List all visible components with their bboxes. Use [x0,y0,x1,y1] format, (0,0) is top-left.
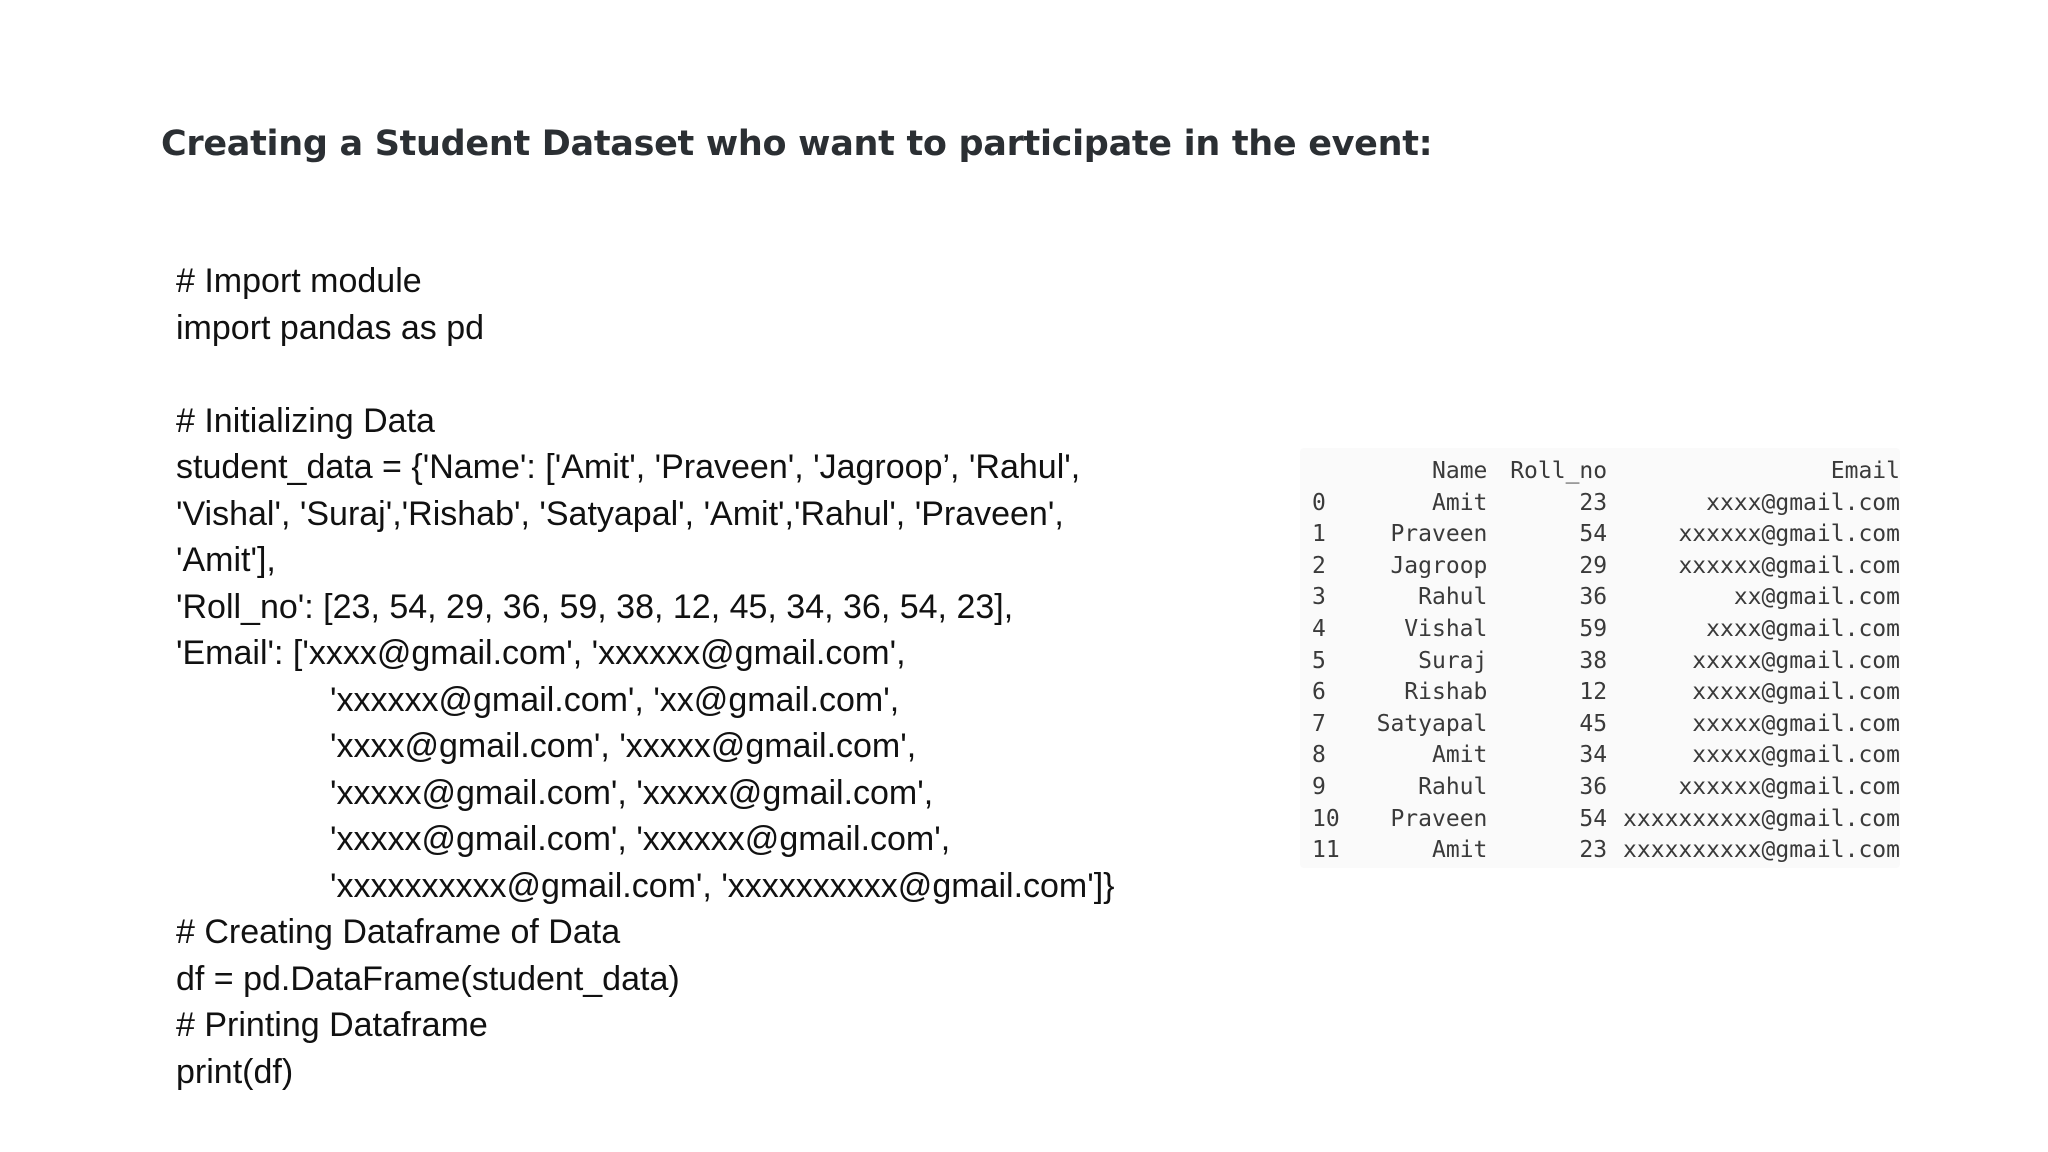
code-line: # Printing Dataframe [176,1006,488,1044]
cell-name: Praveen [1390,805,1488,832]
cell-name: Amit [1432,489,1488,516]
cell-email: xxxx@gmail.com [1706,489,1900,516]
cell-name: Amit [1432,837,1488,864]
cell-name: Satyapal [1376,710,1488,737]
cell-name: Rishab [1404,679,1488,706]
table-header-row [1312,456,1900,488]
cell-email: xxxxxx@gmail.com [1678,773,1900,800]
cell-roll-no: 23 [1579,837,1608,864]
cell-email: xxxxxxxxxx@gmail.com [1623,805,1900,832]
code-line: import pandas as pd [176,308,485,347]
cell-email: xxxxxxxxxx@gmail.com [1623,837,1900,864]
code-line: 'xxxxx@gmail.com', 'xxxxxx@gmail.com', [330,820,951,858]
cell-roll-no: 36 [1579,773,1608,800]
table-row [1312,740,1900,772]
code-line: 'xxxx@gmail.com', 'xxxxx@gmail.com', [330,727,917,765]
row-index: 6 [1312,679,1326,706]
code-line: # Import module [176,262,422,300]
dataframe-output [1300,448,1900,868]
cell-name: Rahul [1418,773,1488,800]
cell-roll-no: 54 [1579,521,1608,548]
cell-name: Jagroop [1390,552,1488,579]
slide-title: Creating a Student Dataset who want to participate in the event: [161,124,1433,164]
header-email: Email [1830,458,1900,484]
code-line: df = pd.DataFrame(student_data) [176,959,680,998]
row-index: 11 [1312,837,1340,864]
row-index: 4 [1312,615,1326,642]
cell-email: xxxxx@gmail.com [1692,679,1900,706]
cell-roll-no: 59 [1579,615,1608,642]
cell-email: xxxx@gmail.com [1706,615,1900,642]
cell-roll-no: 36 [1579,584,1608,611]
cell-name: Rahul [1418,584,1488,611]
table-row [1312,804,1900,836]
code-block [176,258,1176,1095]
table-row [1312,646,1900,678]
table-body [1312,488,1900,867]
table-row [1312,772,1900,804]
cell-roll-no: 38 [1579,647,1608,674]
row-index: 0 [1312,489,1326,516]
code-line: 'xxxxxx@gmail.com', 'xx@gmail.com', [330,680,900,719]
cell-roll-no: 29 [1579,552,1608,579]
cell-roll-no: 12 [1579,679,1608,706]
code-line [176,351,1176,398]
row-index: 3 [1312,584,1326,611]
cell-email: xxxxxx@gmail.com [1678,521,1900,548]
row-index: 2 [1312,552,1326,579]
table-row [1312,835,1900,867]
cell-name: Amit [1432,742,1488,769]
cell-email: xx@gmail.com [1733,584,1900,611]
cell-roll-no: 23 [1579,489,1608,516]
cell-roll-no: 34 [1579,742,1608,769]
table-row [1312,677,1900,709]
code-line: 'xxxxx@gmail.com', 'xxxxx@gmail.com', [330,773,934,812]
row-index: 9 [1312,773,1326,800]
cell-name: Vishal [1404,615,1488,642]
cell-name: Praveen [1390,521,1488,548]
row-index: 5 [1312,647,1326,674]
code-line: 'Amit'], [176,541,276,579]
table-row [1312,488,1900,520]
row-index: 8 [1312,742,1326,769]
code-line: print(df) [176,1052,294,1091]
code-line: 'Vishal', 'Suraj','Rishab', 'Satyapal', 'Amit','Rahul', 'Praveen', [176,494,1064,533]
code-line: 'Email': ['xxxx@gmail.com', 'xxxxxx@gmail.com', [176,634,906,672]
table-row [1312,709,1900,741]
row-index: 7 [1312,710,1326,737]
code-line: student_data = {'Name': ['Amit', 'Praveen', 'Jagroop’, 'Rahul', [176,448,1081,486]
table-row [1312,614,1900,646]
cell-email: xxxxx@gmail.com [1692,742,1900,769]
dataframe-table [1312,456,1900,867]
header-index [1312,456,1356,488]
cell-email: xxxxx@gmail.com [1692,710,1900,737]
header-name: Name [1432,458,1488,484]
cell-email: xxxxx@gmail.com [1692,647,1900,674]
code-line: 'Roll_no': [23, 54, 29, 36, 59, 38, 12, 45, 34, 36, 54, 23], [176,587,1014,626]
row-index: 10 [1312,805,1340,832]
code-line: # Creating Dataframe of Data [176,913,621,951]
row-index: 1 [1312,521,1326,548]
cell-email: xxxxxx@gmail.com [1678,552,1900,579]
table-row [1312,519,1900,551]
table-row [1312,551,1900,583]
code-line: 'xxxxxxxxxx@gmail.com', 'xxxxxxxxxx@gmail.com']} [330,866,1115,905]
cell-name: Suraj [1418,647,1488,674]
cell-roll-no: 45 [1579,710,1608,737]
table-row [1312,582,1900,614]
header-roll-no: Roll_no [1510,458,1608,484]
cell-roll-no: 54 [1579,805,1608,832]
code-line: # Initializing Data [176,401,435,440]
